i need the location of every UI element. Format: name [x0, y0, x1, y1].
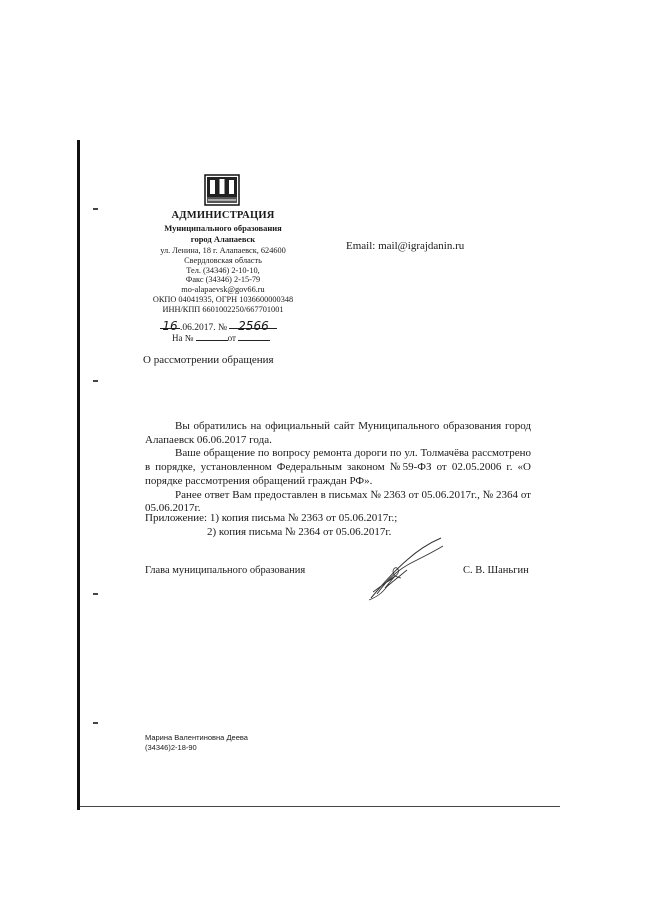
address-line: ИНН/КПП 6601002250/667701001 — [162, 304, 284, 314]
address-line: Свердловская область — [184, 255, 262, 265]
address-line: ОКПО 04041935, ОГРН 1036600000348 — [152, 294, 294, 304]
scan-mark — [93, 380, 98, 382]
attachment-item: 1) копия письма № 2363 от 05.06.2017г.; — [209, 512, 398, 524]
executor-info — [145, 733, 248, 752]
signer-name: С. В. Шаньгин — [463, 565, 529, 576]
letter-subject: О рассмотрении обращения — [143, 354, 274, 366]
address-line: Факс (34346) 2-15-79 — [185, 275, 261, 285]
scan-mark — [93, 208, 98, 210]
executor-phone: (34346)2-18-90 — [145, 742, 197, 752]
executor-name: Марина Валентиновна Деева — [145, 733, 248, 742]
scan-edge-bottom — [80, 806, 560, 807]
reference-line — [172, 331, 270, 343]
letter-body — [145, 420, 531, 516]
address-line: Тел. (34346) 2-10-10, — [186, 265, 260, 275]
body-paragraph: Ваше обращение по вопросу ремонта дороги по ул. Толмачёва рассмотрено в порядке, установленном Федеральным законом №59-ФЗ от 02.05.2006 г. «О порядке рассмотрения обращений граждан РФ». — [145, 447, 531, 487]
letterhead-address — [118, 246, 328, 315]
registration-day: 16 — [162, 319, 178, 333]
attachments-label: Приложение: — [145, 512, 208, 524]
ref-from-label: от — [227, 333, 236, 343]
scan-mark — [93, 722, 98, 724]
coat-of-arms-icon — [204, 174, 240, 206]
body-paragraph: Вы обратились на официальный сайт Муниципального образования город Алапаевск 06.06.2017 года. — [145, 420, 531, 446]
attachment-item: 2) копия письма № 2364 от 05.06.2017г. — [207, 525, 392, 538]
body-paragraph: Ранее ответ Вам предоставлен в письмах № 2363 от 05.06.2017г., № 2364 от 05.06.2017г. — [145, 488, 531, 515]
letterhead-title: АДМИНИСТРАЦИЯ — [171, 210, 275, 221]
ref-number-label: На № — [172, 333, 194, 343]
attachments — [145, 512, 397, 539]
signer-role: Глава муниципального образования — [145, 565, 306, 576]
registration-number: 2566 — [238, 319, 269, 333]
recipient-email: Email: mail@igrajdanin.ru — [346, 240, 465, 252]
address-line: mo-alapaevsk@gov66.ru — [181, 285, 265, 295]
address-line: ул. Ленина, 18 г. Алапаевск, 624600 — [160, 246, 286, 255]
scan-mark — [93, 593, 98, 595]
handwritten-signature — [367, 536, 447, 602]
scan-edge-left — [77, 140, 80, 810]
letterhead-subtitle: Муниципального образования — [164, 223, 282, 233]
letterhead-city: город Алапаевск — [190, 234, 256, 244]
registration-date: .06.2017. № — [180, 323, 228, 333]
